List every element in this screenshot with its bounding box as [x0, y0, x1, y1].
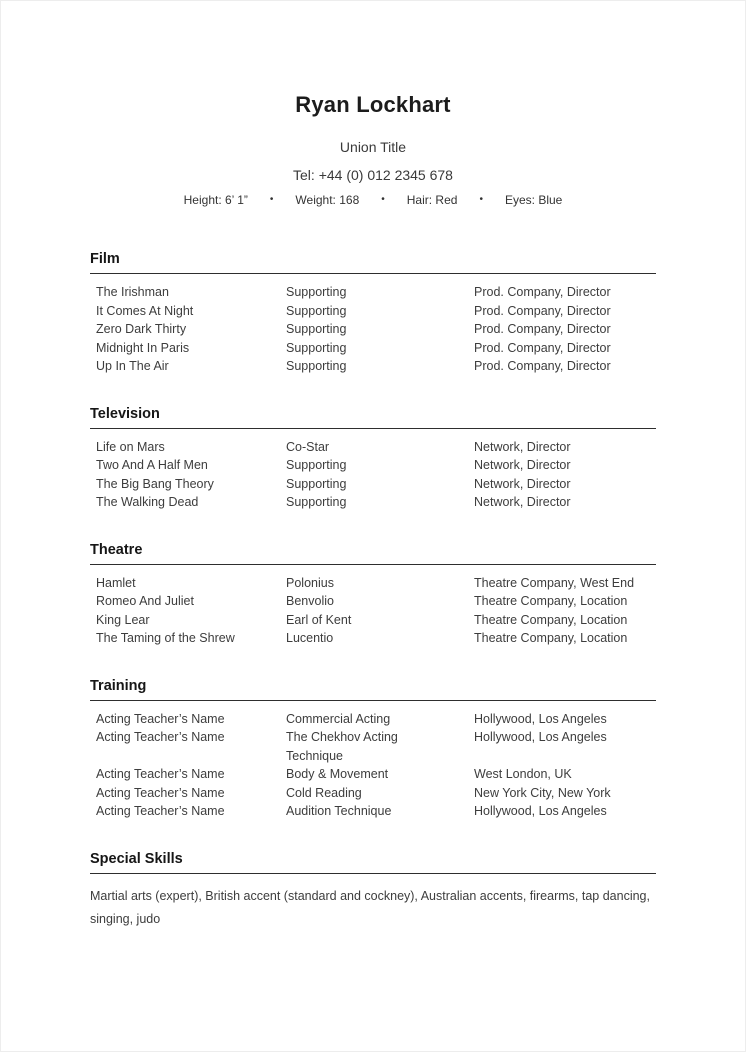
credit-title: Hamlet	[96, 575, 136, 590]
resume-header	[90, 0, 656, 208]
page-title: Ryan Lockhart	[295, 92, 451, 117]
section-special-skills	[90, 850, 656, 931]
credit-role: Supporting	[286, 285, 347, 299]
credit-title: The Walking Dead	[96, 495, 199, 509]
section-film	[90, 250, 656, 376]
training-course: Audition Technique	[286, 804, 392, 818]
training-location: New York City, New York	[474, 785, 611, 800]
bullet-separator: •	[479, 194, 483, 205]
training-course: The Chekhov Acting Technique	[286, 730, 398, 763]
table-row	[96, 765, 656, 784]
table-row	[96, 784, 656, 803]
credit-company: Theatre Company, Location	[474, 612, 628, 627]
theatre-credits-table	[96, 574, 656, 648]
credit-role: Supporting	[286, 458, 347, 472]
credit-title: The Big Bang Theory	[96, 476, 214, 491]
table-row	[96, 475, 656, 494]
training-location: West London, UK	[474, 767, 572, 781]
stat-hair: Hair: Red	[406, 193, 458, 207]
table-row	[96, 493, 656, 512]
credit-title: Midnight In Paris	[96, 340, 190, 355]
teacher-name: Acting Teacher’s Name	[96, 711, 225, 726]
credit-title: The Taming of the Shrew	[96, 631, 235, 645]
training-table	[96, 710, 656, 821]
special-skills-text: Martial arts (expert), British accent (standard and cockney), Australian accents, firearms, tap dancing, singing, judo	[90, 888, 650, 926]
section-heading-theatre: Theatre	[90, 541, 656, 565]
credit-role: Supporting	[286, 303, 347, 318]
table-row	[96, 728, 656, 765]
credit-title: Life on Mars	[96, 439, 165, 454]
credit-title: Two And A Half Men	[96, 458, 208, 472]
credit-company: Network, Director	[474, 439, 571, 454]
table-row	[96, 339, 656, 358]
table-row	[96, 302, 656, 321]
training-location: Hollywood, Los Angeles	[474, 730, 607, 744]
table-row	[96, 357, 656, 376]
training-location: Hollywood, Los Angeles	[474, 804, 607, 818]
credit-company: Prod. Company, Director	[474, 322, 611, 336]
table-row	[96, 611, 656, 630]
table-row	[96, 456, 656, 475]
table-row	[96, 438, 656, 457]
union-title: Union Title	[339, 139, 407, 155]
phone-number: Tel: +44 (0) 012 2345 678	[293, 167, 453, 183]
bullet-separator: •	[269, 194, 274, 205]
table-row	[96, 574, 656, 593]
credit-role: Earl of Kent	[286, 612, 352, 627]
credit-title: The Irishman	[96, 285, 169, 299]
credit-role: Supporting	[286, 359, 347, 373]
credit-company: Theatre Company, Location	[474, 594, 628, 608]
credit-role: Supporting	[286, 340, 347, 355]
teacher-name: Acting Teacher’s Name	[96, 785, 225, 800]
teacher-name: Acting Teacher’s Name	[96, 767, 225, 781]
section-heading-film: Film	[90, 250, 656, 274]
section-heading-television: Television	[90, 405, 656, 429]
credit-title: Romeo And Juliet	[96, 594, 194, 608]
credit-company: Network, Director	[474, 476, 571, 491]
credit-title: Zero Dark Thirty	[96, 322, 187, 336]
training-course: Body & Movement	[286, 767, 389, 781]
section-heading-training: Training	[90, 677, 656, 701]
section-training	[90, 677, 656, 821]
credit-role: Supporting	[286, 476, 347, 491]
bullet-separator: •	[381, 194, 385, 205]
credit-company: Prod. Company, Director	[474, 303, 611, 318]
credit-company: Network, Director	[474, 495, 571, 509]
teacher-name: Acting Teacher’s Name	[96, 730, 225, 744]
credit-role: Supporting	[286, 322, 347, 336]
credit-title: It Comes At Night	[96, 303, 194, 318]
training-course: Cold Reading	[286, 785, 362, 800]
stat-height: Height: 6’ 1”	[183, 193, 248, 207]
credit-role: Polonius	[286, 575, 334, 590]
teacher-name: Acting Teacher’s Name	[96, 804, 225, 818]
credit-title: Up In The Air	[96, 359, 169, 373]
table-row	[96, 802, 656, 821]
section-heading-special-skills: Special Skills	[90, 850, 656, 874]
section-theatre	[90, 541, 656, 648]
training-course: Commercial Acting	[286, 711, 391, 726]
credit-company: Theatre Company, Location	[474, 631, 628, 645]
section-television	[90, 405, 656, 512]
training-location: Hollywood, Los Angeles	[474, 711, 607, 726]
credit-company: Theatre Company, West End	[474, 575, 635, 590]
credit-role: Lucentio	[286, 631, 334, 645]
credit-company: Prod. Company, Director	[474, 359, 611, 373]
television-credits-table	[96, 438, 656, 512]
table-row	[96, 629, 656, 648]
credit-company: Prod. Company, Director	[474, 340, 611, 355]
table-row	[96, 283, 656, 302]
resume-sections	[90, 250, 656, 931]
stat-weight: Weight: 168	[295, 193, 360, 207]
credit-role: Co-Star	[286, 439, 330, 454]
vital-stats	[90, 192, 656, 208]
credit-title: King Lear	[96, 612, 150, 627]
stat-eyes: Eyes: Blue	[504, 193, 563, 207]
credit-company: Network, Director	[474, 458, 571, 472]
table-row	[96, 320, 656, 339]
film-credits-table	[96, 283, 656, 376]
credit-role: Benvolio	[286, 594, 334, 608]
table-row	[96, 710, 656, 729]
credit-company: Prod. Company, Director	[474, 285, 611, 299]
table-row	[96, 592, 656, 611]
credit-role: Supporting	[286, 495, 347, 509]
